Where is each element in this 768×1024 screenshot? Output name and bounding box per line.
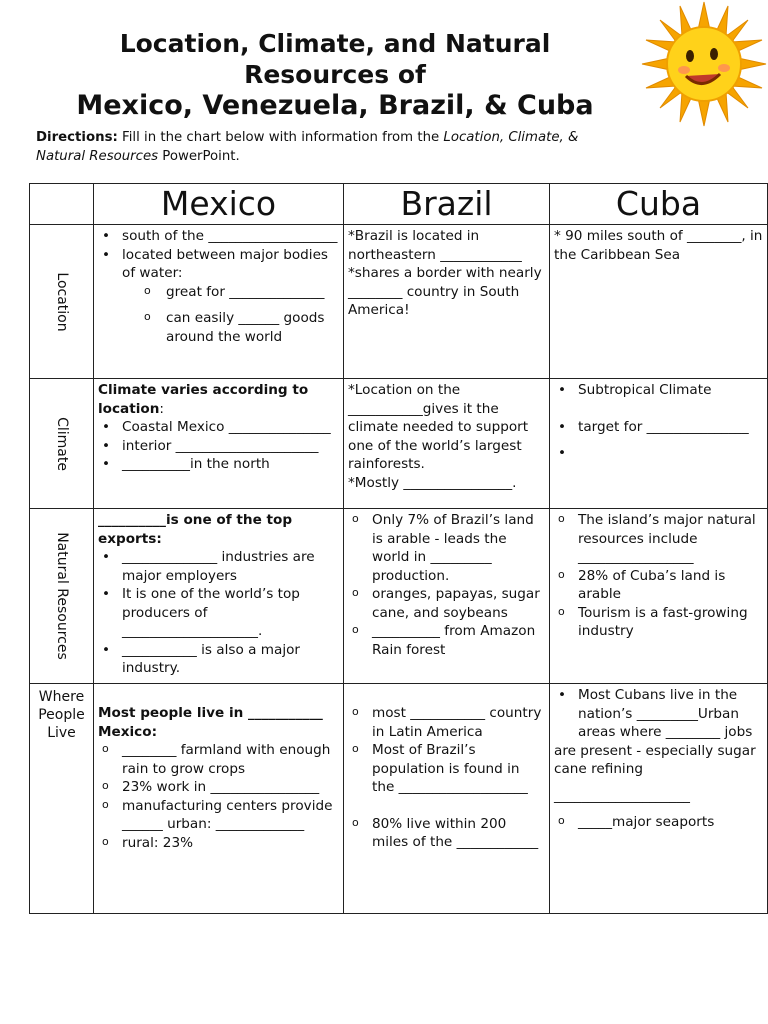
row-label-where-people-live: Where People Live <box>30 684 94 914</box>
list-item: o great for ______________ <box>98 283 339 302</box>
sun-icon <box>640 0 768 128</box>
location-brazil-cell[interactable] <box>344 225 550 379</box>
directions-label: Directions: <box>36 130 118 145</box>
list-item: o __________ from Amazon Rain forest <box>348 622 545 659</box>
row-label-text: Location <box>53 271 70 332</box>
resources-mexico-cell[interactable] <box>94 509 344 684</box>
cell-text: *shares a border with nearly ________ country in South America! <box>348 265 542 318</box>
location-mexico-cell[interactable] <box>94 225 344 379</box>
directions-text-1: Fill in the chart below with information from the <box>117 130 444 145</box>
list-item: o _____major seaports <box>554 813 763 832</box>
header-row <box>30 184 768 225</box>
corner-cell <box>30 184 94 225</box>
list-item <box>554 444 763 463</box>
where-cuba-cell[interactable] <box>550 684 768 914</box>
row-label-text: Climate <box>53 416 70 471</box>
list-item: • It is one of the world’s top producers of ____________________. <box>98 585 339 641</box>
column-header-cuba: Cuba <box>550 184 768 225</box>
climate-cuba-cell[interactable] <box>550 379 768 509</box>
list-item: • Coastal Mexico _______________ <box>98 418 339 437</box>
cell-text: are present - especially sugar cane refining <box>554 742 756 777</box>
list-item: • ______________ industries are major employers <box>98 548 339 585</box>
list-item: • ___________ is also a major industry. <box>98 641 339 678</box>
list-item: • Subtropical Climate <box>554 381 763 400</box>
climate-brazil-cell[interactable] <box>344 379 550 509</box>
climate-mexico-cell[interactable] <box>94 379 344 509</box>
row-label-location <box>30 225 94 379</box>
list-item: o oranges, papayas, sugar cane, and soybeans <box>348 585 545 622</box>
cell-heading: Climate varies according to location <box>98 382 309 417</box>
list-item: o The island’s major natural resources include _________________ <box>554 511 763 567</box>
title-line-3: Mexico, Venezuela, Brazil, & Cuba <box>76 90 594 121</box>
list-item: o rural: 23% <box>98 834 339 853</box>
row-climate <box>30 379 768 509</box>
list-item: o ________ farmland with enough rain to grow crops <box>98 741 339 778</box>
list-item: o 23% work in ________________ <box>98 778 339 797</box>
row-where-people-live <box>30 684 768 914</box>
directions-powerpoint-title: Location, Climate, & Natural Resources <box>36 130 579 164</box>
resources-cuba-cell[interactable] <box>550 509 768 684</box>
cell-text: *Mostly ________________. <box>348 474 517 491</box>
resources-brazil-cell[interactable] <box>344 509 550 684</box>
list-item: • south of the ___________________ <box>98 227 339 246</box>
cell-text: *Brazil is located in northeastern ____________ <box>348 228 522 263</box>
chart-table <box>29 183 768 914</box>
list-item: • target for _______________ <box>554 418 763 437</box>
column-header-mexico: Mexico <box>94 184 344 225</box>
cell-heading: Most people live in ___________ Mexico: <box>98 705 323 740</box>
list-item: • located between major bodies of water: <box>98 246 339 283</box>
location-cuba-cell[interactable] <box>550 225 768 379</box>
directions-text-2: PowerPoint. <box>158 149 240 164</box>
list-item: o most ___________ country in Latin America <box>348 704 545 741</box>
list-item: o 28% of Cuba’s land is arable <box>554 567 763 604</box>
list-item: • __________in the north <box>98 455 339 474</box>
list-item: • Most Cubans live in the nation’s _________Urban areas where ________ jobs <box>554 686 763 742</box>
title-line-1: Location, Climate, and Natural <box>119 29 551 58</box>
list-item: o Most of Brazil’s population is found in the ___________________ <box>348 741 545 797</box>
row-natural-resources <box>30 509 768 684</box>
row-location <box>30 225 768 379</box>
where-mexico-cell[interactable] <box>94 684 344 914</box>
row-label-natural-resources <box>30 509 94 684</box>
row-label-text: Natural Resources <box>53 532 70 660</box>
cell-heading-colon: : <box>159 400 164 417</box>
list-item: o Tourism is a fast-growing industry <box>554 604 763 641</box>
row-label-climate <box>30 379 94 509</box>
list-item: • interior _____________________ <box>98 437 339 456</box>
list-item: o can easily ______ goods around the world <box>98 309 339 346</box>
cell-text: *Location on the ___________gives it the climate needed to support one of the world’s largest rainforests. <box>348 382 529 472</box>
list-item: o 80% live within 200 miles of the ____________ <box>348 815 545 852</box>
page-title <box>30 28 640 121</box>
cell-text: ____________________ <box>554 787 690 804</box>
list-item: o manufacturing centers provide ______ urban: _____________ <box>98 797 339 834</box>
cell-text: * 90 miles south of ________, in the Caribbean Sea <box>554 228 763 263</box>
cell-heading: __________is one of the top exports: <box>98 512 293 547</box>
list-item: o Only 7% of Brazil’s land is arable - leads the world in _________ production. <box>348 511 545 585</box>
column-header-brazil: Brazil <box>344 184 550 225</box>
where-brazil-cell[interactable] <box>344 684 550 914</box>
title-line-2: Resources of <box>244 60 426 89</box>
directions <box>36 128 596 166</box>
